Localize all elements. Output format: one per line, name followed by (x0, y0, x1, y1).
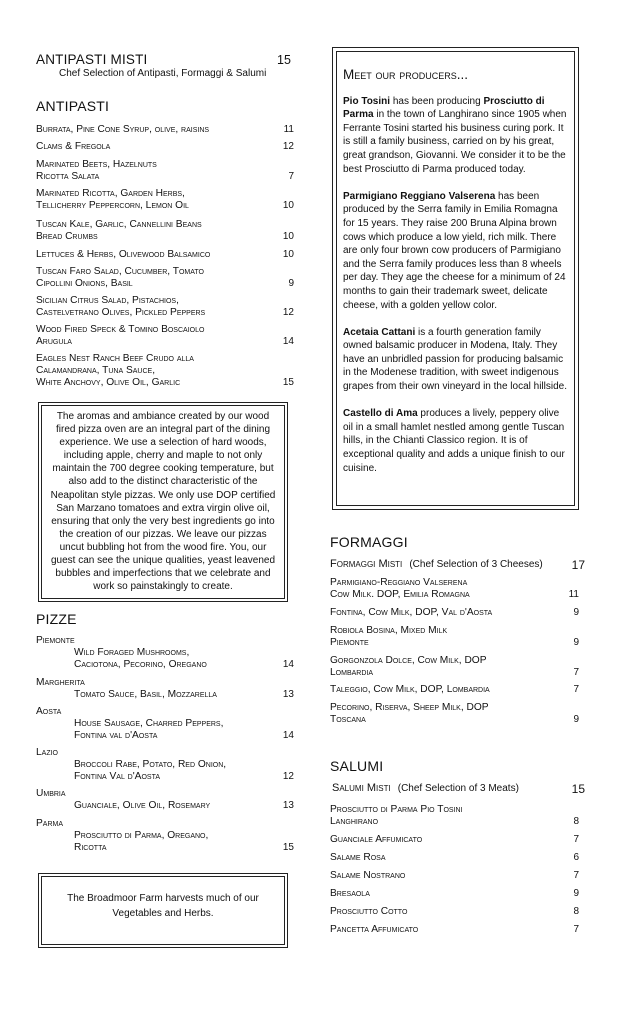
menu-item-name: Wood Fired Speck & Tomino Boscaiolo Arugula (36, 324, 205, 348)
salumi-header (332, 782, 588, 794)
producer-castello (343, 407, 568, 475)
pizza-description: Broccoli Rabe, Potato, Red Onion, Fontina Val d'Aosta (74, 759, 227, 783)
pizza-note-text: The aromas and ambiance created by our wood fired pizza oven are an integral part of the dining experience. We use a selection of hard woods, including apple, cherry and maple to not only maintain the 700 degree cooking temperature, but also add to the distinct characteristic of the Neapolitan style pizzas. We only use DOP certified San Marzano tomatoes and extra virgin olive oil, ensuring that only the very best ingredients go into the creation of our pizzas. We leave our pizzas uncut bubbling hot from the wood fire. You, our guest can see the unique qualities, yeast leavened bubbles and imperfections that we celebrate and work so painstakingly to create. (41, 405, 285, 599)
menu-item-name: Salame Rosa (330, 852, 386, 863)
producer-acetaia (343, 326, 568, 394)
pizza-name: Piemonte (36, 635, 75, 646)
pizza-price: 12 (282, 771, 294, 783)
producers-box (332, 47, 579, 510)
menu-item-name: Prosciutto Cotto (330, 906, 408, 917)
menu-item (36, 219, 294, 243)
menu-item (36, 124, 294, 136)
menu-item-price: 9 (573, 637, 579, 649)
pizza-description: Guanciale, Olive Oil, Rosemary (74, 800, 211, 812)
formaggi-misti-price: 17 (571, 558, 585, 572)
pizza-name: Umbria (36, 788, 66, 799)
pizza-note-box (38, 402, 288, 602)
menu-item-price: 10 (282, 231, 294, 243)
menu-item (330, 804, 588, 828)
pizza-item (36, 788, 294, 812)
menu-item-name: Burrata, Pine Cone Syrup, olive, raisins (36, 124, 210, 135)
menu-item-name: Lettuces & Herbs, Olivewood Balsamico (36, 249, 211, 260)
pizza-description: Tomato Sauce, Basil, Mozzarella (74, 689, 217, 701)
menu-item (36, 353, 294, 390)
pizza-price: 14 (282, 659, 294, 671)
menu-item-price: 11 (283, 124, 294, 135)
menu-item-name: Guanciale Affumicato (330, 834, 423, 845)
menu-item-name: Taleggio, Cow Milk, DOP, Lombardia (330, 684, 490, 695)
menu-item-price: 9 (288, 278, 294, 290)
antipasti-misti-subtitle: Chef Selection of Antipasti, Formaggi & Salumi (59, 68, 267, 79)
menu-item-name: Parmigiano-Reggiano Valserena Cow Milk. DOP, Emilia Romagna (330, 577, 470, 601)
menu-item-name: Tuscan Faro Salad, Cucumber, Tomato Cipollini Onions, Basil (36, 266, 204, 290)
pizza-description: House Sausage, Charred Peppers, Fontina val d'Aosta (74, 718, 224, 742)
menu-item (330, 625, 588, 649)
pizza-item (36, 747, 294, 784)
formaggi-misti-note: (Chef Selection of 3 Cheeses) (409, 559, 543, 570)
menu-item-price: 10 (282, 249, 294, 260)
pizza-description: Prosciutto di Parma, Oregano, Ricotta (74, 830, 209, 854)
menu-item (36, 249, 294, 261)
producer-parmigiano (343, 190, 568, 312)
formaggi-header (330, 558, 588, 570)
menu-item (330, 870, 588, 882)
menu-item (36, 324, 294, 348)
producer-text: is a fourth generation family owned balsamic producer in Modena, Italy. They have an unbridled passion for producing balsamic in the Modenese tradition, with sweet indigenous grapes from their own vineyard in the local hillside. (343, 326, 567, 393)
menu-item (36, 295, 294, 319)
salumi-misti-price: 15 (571, 782, 585, 796)
menu-item-name: Tuscan Kale, Garlic, Cannellini Beans Bread Crumbs (36, 219, 202, 243)
menu-item-price: 7 (573, 684, 579, 695)
menu-item-name: Pecorino, Riserva, Sheep Milk, DOP Toscana (330, 702, 489, 726)
antipasti-misti-title: ANTIPASTI MISTI (36, 52, 148, 67)
menu-item-price: 7 (573, 870, 579, 881)
pizza-item (36, 677, 294, 701)
pizza-name: Aosta (36, 706, 62, 717)
menu-item (330, 906, 588, 918)
producers-inner (336, 51, 575, 506)
pizza-name: Lazio (36, 747, 59, 758)
salumi-misti-note: (Chef Selection of 3 Meats) (397, 783, 519, 794)
producer-text: has been producing (390, 95, 484, 107)
producers-title: Meet our producers... (343, 67, 469, 82)
farm-note-text: The Broadmoor Farm harvests much of our Vegetables and Herbs. (41, 876, 285, 945)
menu-item-price: 9 (573, 607, 579, 618)
pizza-name: Parma (36, 818, 64, 829)
menu-item-name: Marinated Beets, Hazelnuts Ricotta Salata (36, 159, 157, 183)
producer-name: Parmigiano Reggiano Valserena (343, 190, 496, 202)
pizza-price: 15 (282, 842, 294, 854)
producer-name: Pio Tosini (343, 95, 391, 107)
producer-text: produces a lively, peppery olive oil in a small hamlet nestled among gentle Tuscan hills, in the Chianti Classico region. It is of exceptional quality and adds a unique finish to our cuisine. (343, 408, 565, 474)
menu-item (330, 577, 588, 601)
menu-item (330, 888, 588, 900)
menu-item (330, 702, 588, 726)
producer-text: in the town of Langhirano since 1905 when Ferrante Tosini started his business curing pork. It is still a family business, carried on by his great, great grandson, Giovanni. We consider it to be the best Prosciutto di Parma produced today. (343, 109, 567, 175)
pizze-title: PIZZE (36, 611, 77, 627)
antipasti-misti-price: 15 (277, 53, 291, 67)
menu-item-name: Marinated Ricotta, Garden Herbs, Tellicherry Peppercorn, Lemon Oil (36, 188, 189, 212)
menu-item (330, 655, 588, 679)
farm-note-box (38, 873, 288, 948)
pizza-item (36, 818, 294, 855)
menu-item-price: 8 (573, 816, 579, 828)
menu-item-price: 9 (573, 714, 579, 726)
salumi-misti-label: Salumi Misti (332, 782, 391, 794)
menu-item-name: Pancetta Affumicato (330, 924, 419, 935)
menu-item-name: Robiola Bosina, Mixed Milk Piemonte (330, 625, 448, 649)
menu-item-name: Bresaola (330, 888, 370, 899)
menu-item (330, 834, 588, 846)
menu-item-name: Gorgonzola Dolce, Cow Milk, DOP Lombardia (330, 655, 487, 679)
menu-item-name: Fontina, Cow Milk, DOP, Val d'Aosta (330, 607, 493, 618)
menu-item-name: Salame Nostrano (330, 870, 406, 881)
pizza-price: 14 (282, 730, 294, 742)
formaggi-misti-label: Formaggi Misti (330, 558, 403, 570)
menu-item (36, 266, 294, 290)
menu-item (330, 924, 588, 936)
producer-name: Acetaia Cattani (343, 326, 416, 338)
menu-item-price: 6 (573, 852, 579, 863)
menu-item-price: 15 (282, 377, 294, 389)
pizza-item (36, 706, 294, 743)
menu-item (36, 159, 294, 183)
producer-text: has been produced by the Serra family in Emilia Romagna for 15 years. They raise 200 Bruna Alpina brown cows which produce a low yield, rich milk. There are only four brown cow producers of Parmigiano and the Serra family produces less than 8 wheels per day. They age the cheese for a minimum of 24 months to gain their trademark sweet, delicate cheese, with a golden yellow color. (343, 190, 566, 311)
menu-item-name: Prosciutto di Parma Pio Tosini Langhirano (330, 804, 463, 828)
menu-item-price: 10 (282, 200, 294, 212)
menu-item (36, 188, 294, 212)
menu-item-price: 7 (573, 667, 579, 679)
menu-item-price: 7 (288, 171, 294, 183)
menu-item-price: 14 (282, 336, 294, 348)
antipasti-title: ANTIPASTI (36, 98, 110, 114)
menu-item-price: 11 (568, 589, 579, 601)
formaggi-title: FORMAGGI (330, 534, 408, 550)
menu-item (330, 852, 588, 864)
menu-item-price: 12 (282, 141, 294, 152)
menu-item-price: 7 (573, 834, 579, 845)
menu-item-price: 9 (573, 888, 579, 899)
menu-item-price: 7 (573, 924, 579, 935)
menu-item-price: 12 (282, 307, 294, 319)
pizza-item (36, 635, 294, 672)
pizza-price: 13 (282, 800, 294, 812)
producer-name: Castello di Ama (343, 408, 418, 420)
menu-item-name: Clams & Fregola (36, 141, 111, 152)
pizza-name: Margherita (36, 677, 85, 688)
menu-item (330, 684, 588, 696)
salumi-title: SALUMI (330, 758, 384, 774)
producer-pio-tosini (343, 95, 568, 177)
menu-item-price: 8 (573, 906, 579, 917)
menu-item-name: Sicilian Citrus Salad, Pistachios, Castelvetrano Olives, Pickled Peppers (36, 295, 206, 319)
menu-item (330, 607, 588, 619)
producer-product: Prosciutto di Parma (343, 95, 545, 121)
menu-item-name: Eagles Nest Ranch Beef Crudo alla Calamandrana, Tuna Sauce, White Anchovy, Olive Oil, Garlic (36, 353, 194, 389)
pizza-description: Wild Foraged Mushrooms, Caciotona, Pecorino, Oregano (74, 647, 207, 671)
pizza-price: 13 (282, 689, 294, 701)
menu-item (36, 141, 294, 153)
